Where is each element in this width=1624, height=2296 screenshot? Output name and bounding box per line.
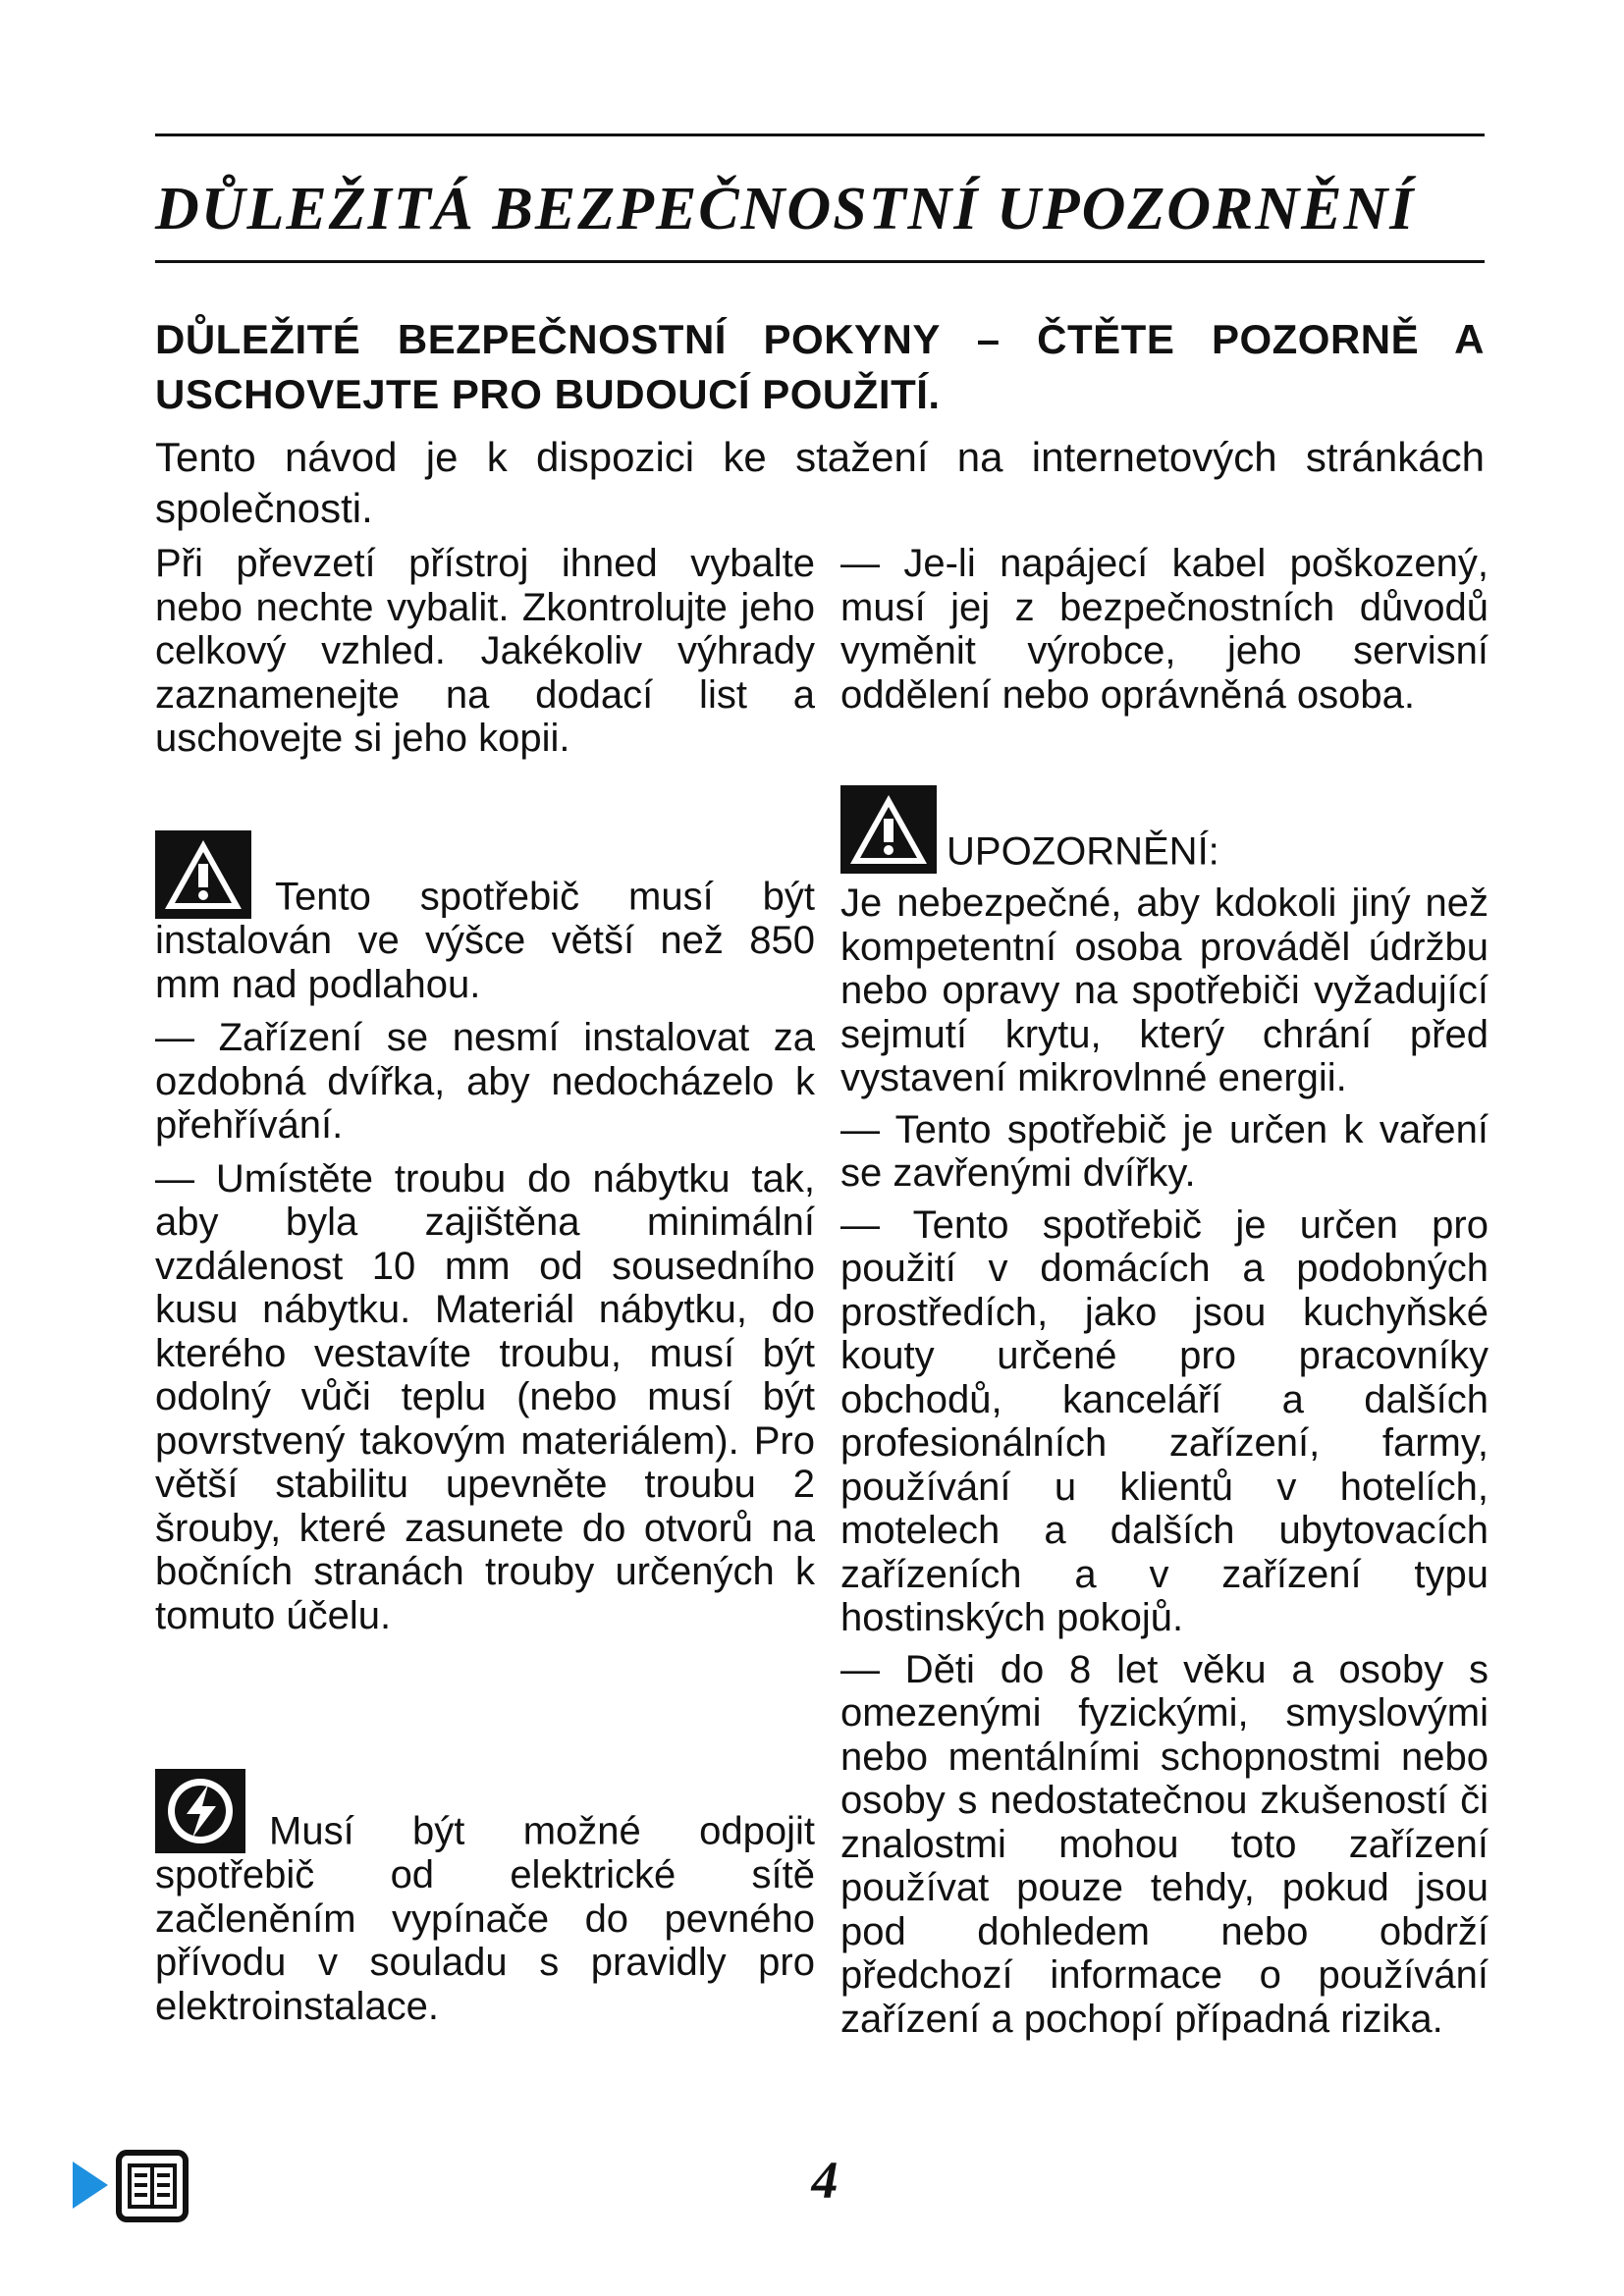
- closed-door-paragraph: — Tento spotřebič je určen k vaření se zavřenými dvířky.: [840, 1107, 1489, 1195]
- book-icon[interactable]: [116, 2150, 189, 2222]
- intro-paragraph: Tento návod je k dispozici ke stažení na internetových stránkách společnosti.: [155, 434, 1485, 531]
- warning-triangle-icon: [155, 830, 251, 919]
- height-paragraph: [155, 830, 815, 1006]
- danger-paragraph: Je nebezpečné, aby kdokoli jiný než kompetentní osoba prováděl údržbu nebo opravy na spotřebiči vyžadující sejmutí krytu, který chrání před vystavení mikrovlnné energii.: [840, 881, 1489, 1099]
- electric-paragraph: [155, 1769, 815, 2028]
- household-paragraph: — Tento spotřebič je určen pro použití v domácích a podobných prostředích, jako jsou kuchyňské kouty určené pro pracovníky obchodů, kanceláří a dalších profesionálních zařízení, farmy, používání u klientů v hotelích, motelech a dalších ubytovacích zařízeních a v zařízení typu hostinských pokojů.: [840, 1202, 1489, 1639]
- play-arrow-icon[interactable]: [73, 2162, 108, 2209]
- right-column-warning: [840, 785, 1489, 2041]
- warning-heading: [840, 785, 1489, 874]
- electric-text: Musí být možné odpojit spotřebič od elektrické sítě začleněním vypínače do pevného přívodu v souladu s pravidly pro elektroinstalace.: [155, 1809, 815, 2028]
- height-text: Tento spotřebič musí být instalován ve výšce větší než 850 mm nad podlahou.: [155, 875, 815, 1006]
- page-number: 4: [811, 2151, 839, 2210]
- left-column: [155, 542, 815, 761]
- top-rule: [155, 133, 1485, 136]
- electric-block: [155, 1769, 815, 2028]
- doors-paragraph: — Zařízení se nesmí instalovat za ozdobná dvířka, aby nedocházelo k přehřívání.: [155, 1016, 815, 1147]
- title-underline-rule: [155, 260, 1485, 263]
- height-warning-block: [155, 830, 815, 1637]
- safety-subheading: DŮLEŽITÉ BEZPEČNOSTNÍ POKYNY – ČTĚTE POZORNĚ A USCHOVEJTE PRO BUDOUCÍ POUŽITÍ.: [155, 316, 1485, 417]
- warning-label: UPOZORNĚNÍ:: [947, 829, 1219, 874]
- right-column-cable: [840, 542, 1489, 717]
- unpack-paragraph: Při převzetí přístroj ihned vybalte nebo nechte vybalit. Zkontrolujte jeho celkový vzhled. Jakékoliv výhrady zaznamenejte na dodací list a uschovejte si jeho kopii.: [155, 542, 815, 760]
- lightning-bolt-icon: [155, 1769, 245, 1853]
- children-paragraph: — Děti do 8 let věku a osoby s omezenými fyzickými, smyslovými nebo mentálními schopnostmi nebo osoby s nedostatečnou zkušeností či znalostmi mohou toto zařízení používat pouze tehdy, pokud jsou pod dohledem nebo obdrží předchozí informace o používání zařízení a pochopí případná rizika.: [840, 1647, 1489, 2041]
- cable-paragraph: — Je-li napájecí kabel poškozený, musí jej z bezpečnostních důvodů vyměnit výrobce, jeho servisní oddělení nebo oprávněná osoba.: [840, 542, 1489, 717]
- placement-paragraph: — Umístěte troubu do nábytku tak, aby byla zajištěna minimální vzdálenost 10 mm od sousedního kusu nábytku. Materiál nábytku, do kterého vestavíte troubu, musí být odolný vůči teplu (nebo musí být povrstvený takovým materiálem). Pro větší stabilitu upevněte troubu 2 šrouby, které zasunete do otvorů na bočních stranách trouby určených k tomuto účelu.: [155, 1156, 815, 1637]
- page-title: DŮLEŽITÁ BEZPEČNOSTNÍ UPOZORNĚNÍ: [155, 176, 1416, 242]
- warning-triangle-icon: [840, 785, 937, 874]
